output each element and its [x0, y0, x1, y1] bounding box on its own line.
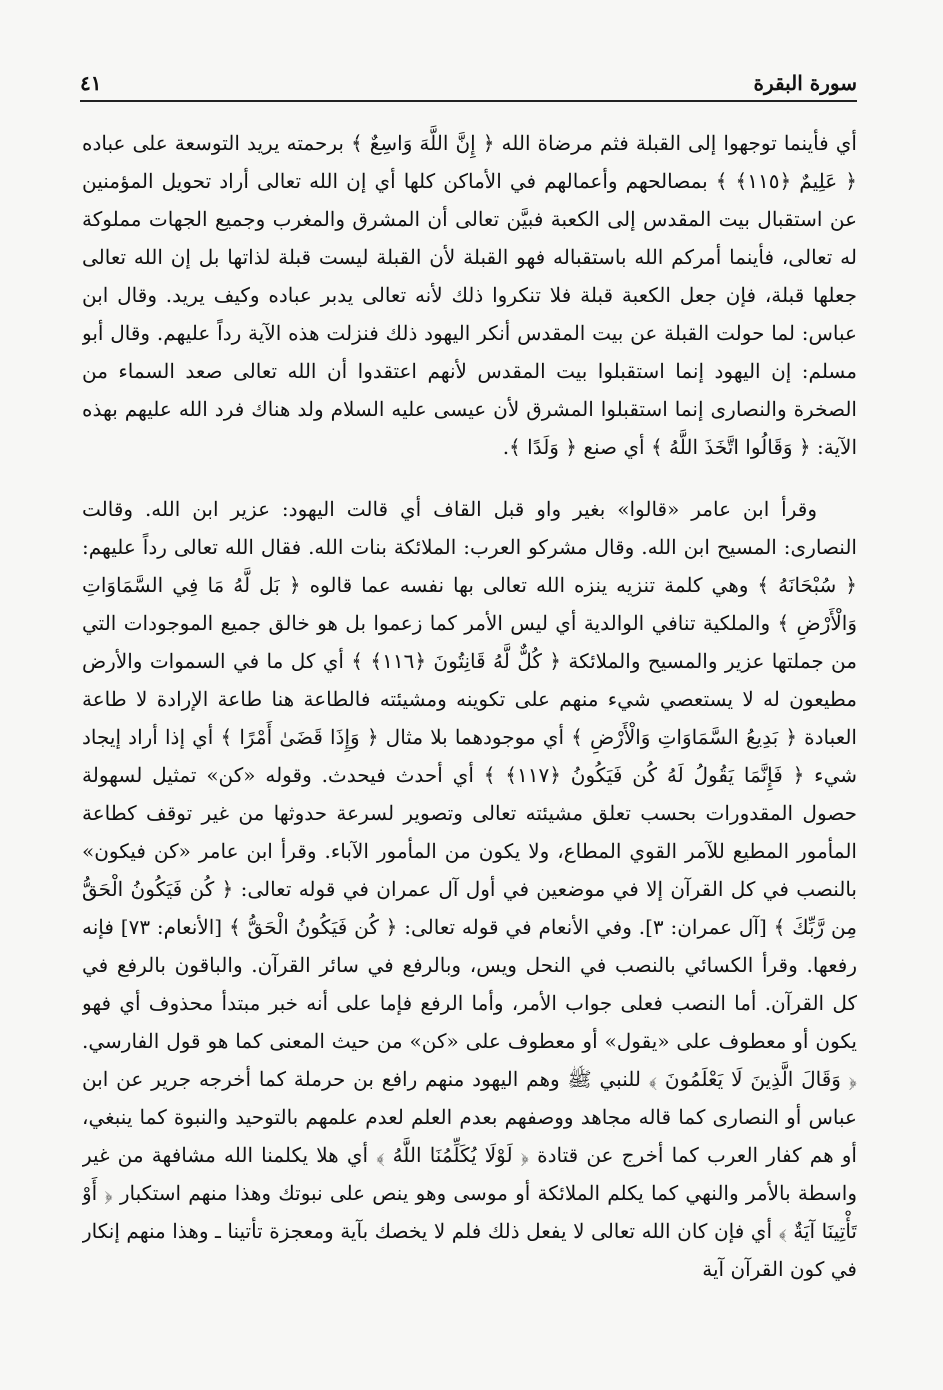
surah-title: سورة البقرة — [753, 71, 857, 95]
page-body — [82, 124, 857, 1380]
paragraph-1: أي فأينما توجهوا إلى القبلة فثم مرضاة الله ﴿ إِنَّ اللَّهَ وَاسِعٌ ﴾ برحمته يريد التوسعة على عباده ﴿ عَلِيمٌ ﴿١١٥﴾ ﴾ بمصالحهم وأعمالهم في الأماكن كلها أي إن الله تعالى أراد تحويل المؤمنين عن استقبال بيت المقدس إلى الكعبة فبيَّن تعالى أن المشرق والمغرب وجميع الجهات مملوكة له تعالى، فأينما أمركم الله باستقباله فهو القبلة لأن القبلة ليست قبلة لذاتها بل إن الله تعالى جعلها قبلة، فإن جعل الكعبة قبلة فلا تنكروا ذلك لأنه تعالى يدبر عباده وكيف يريد. وقال ابن عباس: لما حولت القبلة عن بيت المقدس أنكر اليهود ذلك فنزلت هذه الآية رداً عليهم. وقال أبو مسلم: إن اليهود إنما استقبلوا بيت المقدس لأنهم اعتقدوا أن الله تعالى صعد السماء من الصخرة والنصارى إنما استقبلوا المشرق لأن عيسى عليه السلام ولد هناك فرد الله عليهم بهذه الآية: ﴿ وَقَالُوا اتَّخَذَ اللَّهُ ﴾ أي صنع ﴿ وَلَدًا ﴾. — [82, 131, 857, 459]
paragraph-2: وقرأ ابن عامر «قالوا» بغير واو قبل القاف أي قالت اليهود: عزير ابن الله. وقالت النصارى: المسيح ابن الله. وقال مشركو العرب: الملائكة بنات الله. فقال الله تعالى رداً عليهم: ﴿ سُبْحَانَهُ ﴾ وهي كلمة تنزيه ينزه الله تعالى بها نفسه عما قالوه ﴿ بَل لَّهُ مَا فِي السَّمَاوَاتِ وَالْأَرْضِ ﴾ والملكية تنافي الوالدية أي ليس الأمر كما زعموا بل هو خالق جميع الموجودات التي من جملتها عزير والمسيح والملائكة ﴿ كُلٌّ لَّهُ قَانِتُونَ ﴿١١٦﴾ ﴾ أي كل ما في السموات والأرض مطيعون له لا يستعصي شيء منهم على تكوينه ومشيئته فالطاعة هنا طاعة الإرادة لا طاعة العبادة ﴿ بَدِيعُ السَّمَاوَاتِ وَالْأَرْضِ ﴾ أي موجودهما بلا مثال ﴿ وَإِذَا قَضَىٰ أَمْرًا ﴾ أي إذا أراد إيجاد شيء ﴿ فَإِنَّمَا يَقُولُ لَهُ كُن فَيَكُونُ ﴿١١٧﴾ ﴾ أي أحدث فيحدث. وقوله «كن» تمثيل لسهولة حصول المقدورات بحسب تعلق مشيئته تعالى وتصوير لسرعة حدوثها من غير توقف كطاعة المأمور المطيع للآمر القوي المطاع، ولا يكون من المأمور الآباء. وقرأ ابن عامر «كن فيكون» بالنصب في كل القرآن إلا في موضعين في أول آل عمران في قوله تعالى: ﴿ كُن فَيَكُونُ الْحَقُّ مِن رَّبِّكَ ﴾ [آل عمران: ٣]. وفي الأنعام في قوله تعالى: ﴿ كُن فَيَكُونُ الْحَقُّ ﴾ [الأنعام: ٧٣] فإنه رفعها. وقرأ الكسائي بالنصب في النحل ويس، وبالرفع في سائر القرآن. والباقون بالرفع في كل القرآن. أما النصب فعلى جواب الأمر، وأما الرفع فإما على أنه خبر مبتدأ محذوف أي فهو يكون أو معطوف على «يقول» أو معطوف على «كن» من حيث المعنى كما هو قول الفارسي. ﴿ وَقَالَ الَّذِينَ لَا يَعْلَمُونَ ﴾ للنبي ﷺ وهم اليهود منهم رافع بن حرملة كما أخرجه جرير عن ابن عباس أو النصارى كما قاله مجاهد ووصفهم بعدم العلم لعدم علمهم بالتوحيد والنبوة كما ينبغي، أو هم كفار العرب كما أخرج عن قتادة ﴿ لَوْلَا يُكَلِّمُنَا اللَّهُ ﴾ أي هلا يكلمنا الله مشافهة من غير واسطة بالأمر والنهي كما يكلم الملائكة أو موسى وهو ينص على نبوتك وهذا منهم استكبار ﴿ أَوْ تَأْتِينَا آيَةٌ ﴾ أي فإن كان الله تعالى لا يفعل ذلك فلم لا يخصك بآية ومعجزة تأتينا ـ وهذا منهم إنكار في كون القرآن آية — [82, 497, 857, 1281]
page-header — [80, 66, 857, 102]
page-number: ٤١ — [80, 71, 102, 95]
